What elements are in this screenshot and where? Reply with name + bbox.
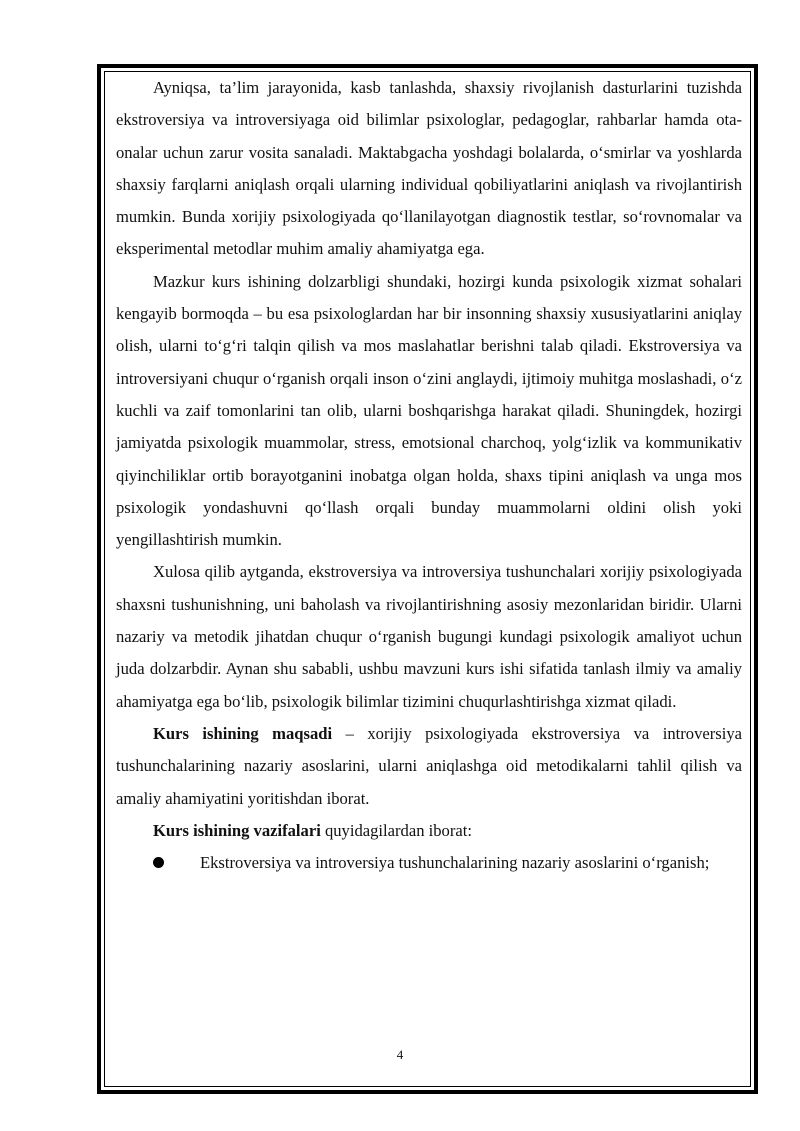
list-item [116,847,742,879]
tasks-intro-text: quyidagilardan iborat: [320,820,472,840]
page-number: 4 [396,1047,404,1062]
paragraph-1: Ayniqsa, ta’lim jarayonida, kasb tanlashda, shaxsiy rivojlanish dasturlarini tuzishda ekstroversiya va introversiyaga oid bilimlar psixologlar, pedagoglar, rahbarlar hamda ota-onalar uchun zarur vosita sanaladi. Maktabgacha yoshdagi bolalarda, o‘smirlar va yoshlarda shaxsiy farqlarni aniqlash orqali ularning individual qobiliyatlarini aniqlash va rivojlantirish mumkin. Bunda xorijiy psixologiyada qo‘llanilayotgan diagnostik testlar, so‘rovnomalar va eksperimental metodlar muhim amaliy ahamiyatga ega. [116,78,742,259]
paragraph-3: Xulosa qilib aytganda, ekstroversiya va introversiya tushunchalari xorijiy psixologiyada shaxsni tushunishning, uni baholash va rivojlantirishning asosiy mezonlaridan biridir. Ularni nazariy va metodik jihatdan chuqur o‘rganish bugungi kundagi psixologik amaliyot uchun juda dolzarbdir. Aynan shu sababli, ushbu mavzuni kurs ishi sifatida tanlash ilmiy va amaliy ahamiyatga ega bo‘lib, psixologik bilimlar tizimini chuqurlashtirishga xizmat qiladi. [116,562,742,711]
paragraph-5 [116,815,742,847]
purpose-heading: Kurs ishining maqsadi [153,723,333,743]
bullet-icon [153,857,164,868]
list-item-text: Ekstroversiya va introversiya tushunchalarining nazariy asoslarini o‘rganish; [200,853,710,873]
page-body [116,72,742,879]
paragraph-4 [116,718,742,815]
paragraph-2: Mazkur kurs ishining dolzarbligi shundaki, hozirgi kunda psixologik xizmat sohalari kengayib bormoqda – bu esa psixologlardan har bir insonning shaxsiy xususiyatlarini aniqlay olish, ularni to‘g‘ri talqin qilish va mos maslahatlar berishni talab qiladi. Ekstroversiya va introversiyani chuqur o‘rganish orqali inson o‘zini anglaydi, ijtimoiy muhitga moslashadi, o‘z kuchli va zaif tomonlarini tan olib, ularni boshqarishga harakat qiladi. Shuningdek, hozirgi jamiyatda psixologik muammolar, stress, emotsional charchoq, yolg‘izlik va kommunikativ qiyinchiliklar ortib borayotganini inobatga olgan holda, shaxs tipini aniqlash va unga mos psixologik yondashuvni qo‘llash orqali bunday muammolarni oldini olish yoki yengillashtirish mumkin. [116,271,742,550]
purpose-text: – xorijiy psixologiyada ekstroversiya va introversiya tushunchalarining nazariy asoslarini, ularni aniqlashga oid metodikalarni tahlil qilish va amaliy ahamiyatini yoritishdan iborat. [116,723,743,808]
tasks-heading: Kurs ishining vazifalari [153,820,321,840]
